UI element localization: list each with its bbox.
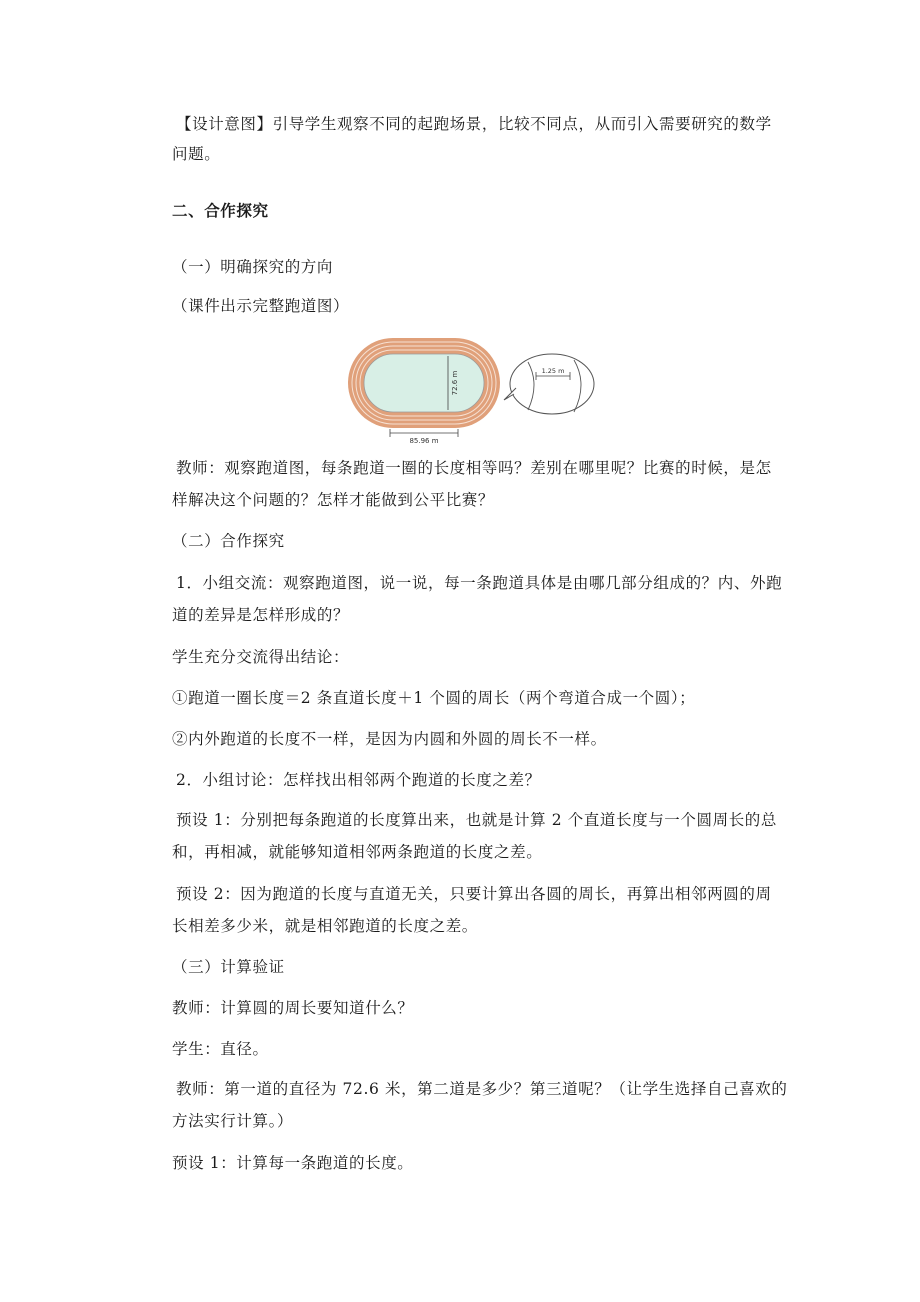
paragraph-student: 学生：直径。 — [172, 1040, 269, 1058]
paragraph-teacher-2: 教师：计算圆的周长要知道什么？ — [172, 999, 414, 1017]
courseware-note: （课件出示完整跑道图） — [172, 297, 350, 315]
infield — [364, 354, 484, 412]
paragraph-teacher-1-cont: 样解决这个问题的？怎样才能做到公平比赛？ — [172, 491, 495, 509]
paragraph-teacher-3-cont: 方法实行计算。） — [172, 1112, 294, 1130]
straight-label: 85.96 m — [409, 437, 439, 444]
paragraph-conclusion-1: ①跑道一圈长度＝2 条直道长度＋1 个圆的周长（两个弯道合成一个圆）； — [172, 689, 696, 707]
paragraph-conclusion-intro: 学生充分交流得出结论： — [172, 648, 350, 666]
paragraph-design-intent: 【设计意图】引导学生观察不同的起跑场景，比较不同点，从而引入需要研究的数学 — [176, 115, 772, 133]
paragraph-teacher-3: 教师：第一道的直径为 72.6 米，第二道是多少？第三道呢？（让学生选择自己喜欢的 — [176, 1080, 788, 1098]
paragraph-preset-3: 预设 1：计算每一条跑道的长度。 — [172, 1154, 414, 1172]
paragraph-teacher-1: 教师：观察跑道图，每条跑道一圈的长度相等吗？差别在哪里呢？比赛的时候，是怎 — [176, 459, 772, 477]
paragraph-conclusion-2: ②内外跑道的长度不一样，是因为内圆和外圆的周长不一样。 — [172, 730, 607, 748]
paragraph-preset-2: 预设 2：因为跑道的长度与直道无关，只要计算出各圆的周长，再算出相邻两圆的周 — [176, 885, 772, 903]
subheading-1: （一）明确探究的方向 — [172, 258, 334, 276]
paragraph-design-intent-cont: 问题。 — [172, 145, 221, 163]
paragraph-group-discussion: 2．小组讨论：怎样找出相邻两个跑道的长度之差？ — [176, 771, 541, 789]
paragraph-group-exchange-cont: 道的差异是怎样形成的？ — [172, 606, 350, 624]
lane-width-label: 1.25 m — [541, 367, 565, 375]
section-heading: 二、合作探究 — [172, 201, 269, 220]
paragraph-preset-1-cont: 和，再相减，就能够知道相邻两条跑道的长度之差。 — [172, 843, 543, 861]
subheading-2: （二）合作探究 — [172, 532, 285, 550]
diameter-label: 72.6 m — [451, 370, 459, 396]
subheading-3: （三）计算验证 — [172, 958, 285, 976]
paragraph-preset-1: 预设 1：分别把每条跑道的长度算出来，也就是计算 2 个直道长度与一个圆周长的总 — [176, 811, 778, 829]
paragraph-preset-2-cont: 长相差多少米，就是相邻跑道的长度之差。 — [172, 917, 478, 935]
paragraph-group-exchange: 1．小组交流：观察跑道图，说一说，每一条跑道具体是由哪几部分组成的？内、外跑 — [176, 574, 783, 592]
running-track-figure — [344, 332, 604, 444]
